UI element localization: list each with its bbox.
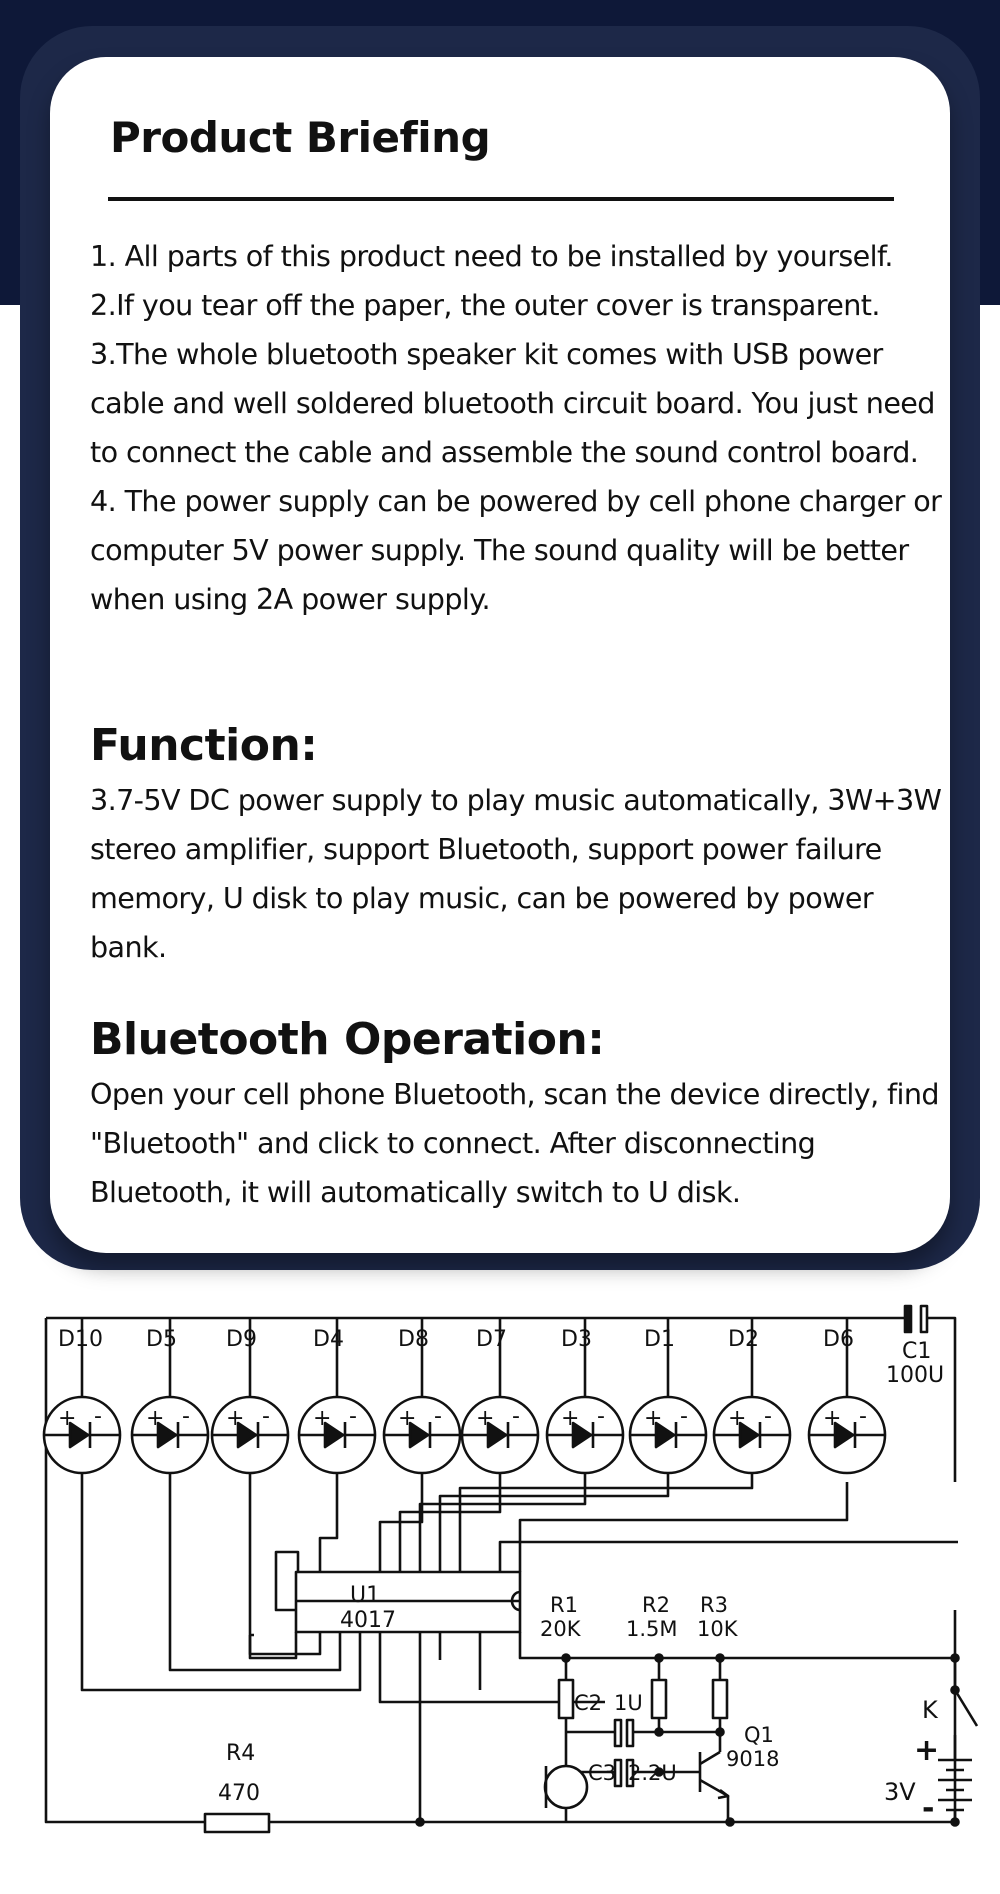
c3-label: C3 — [588, 1761, 617, 1785]
svg-text:+: + — [398, 1406, 417, 1431]
briefing-item: 2.If you tear off the paper, the outer cover is transparent. — [90, 288, 880, 322]
svg-text:+: + — [313, 1406, 332, 1431]
svg-text:-: - — [680, 1404, 688, 1429]
r4-label: R4 — [226, 1741, 256, 1766]
r4-resistor — [205, 1814, 269, 1832]
svg-text:+: + — [644, 1406, 663, 1431]
led-d9 — [212, 1318, 288, 1473]
card-title: Product Briefing — [110, 113, 491, 162]
led-label: D9 — [226, 1327, 257, 1352]
c1-value: 100U — [886, 1363, 945, 1388]
svg-text:-: - — [597, 1404, 605, 1429]
r3-resistor — [713, 1658, 727, 1752]
switch-label: K — [922, 1696, 938, 1724]
u1-label: U1 — [350, 1583, 381, 1608]
svg-text:-: - — [434, 1404, 442, 1429]
led-d5 — [132, 1318, 208, 1473]
led-label: D7 — [476, 1327, 507, 1352]
q1-part: 9018 — [726, 1747, 780, 1771]
c3-value: 2.2U — [628, 1761, 677, 1785]
chip-wire — [380, 1473, 752, 1572]
c2-capacitor — [615, 1720, 633, 1746]
led-d3 — [547, 1318, 623, 1473]
circuit-schematic — [0, 1290, 1000, 1894]
r3-label: R3 — [700, 1593, 728, 1617]
r4-value: 470 — [218, 1781, 260, 1806]
led-d7 — [462, 1318, 538, 1473]
chip-wire — [380, 1632, 955, 1822]
svg-text:+: + — [561, 1406, 580, 1431]
led-label: D1 — [644, 1327, 675, 1352]
led-d4 — [299, 1318, 375, 1473]
svg-text:-: - — [764, 1404, 772, 1429]
svg-text:+: + — [823, 1406, 842, 1431]
briefing-item: 4. The power supply can be powered by cell phone charger or computer 5V power supply. The sound quality will be better when using 2A power supply. — [90, 484, 942, 616]
svg-text:+: + — [728, 1406, 747, 1431]
battery-voltage: 3V — [884, 1778, 916, 1806]
r1-label: R1 — [550, 1593, 578, 1617]
title-divider — [108, 197, 894, 201]
led-d10 — [44, 1318, 120, 1473]
bluetooth-operation-title: Bluetooth Operation: — [90, 1014, 605, 1065]
svg-text:+: + — [476, 1406, 495, 1431]
r2-value: 1.5M — [626, 1617, 678, 1641]
product-briefing-card — [50, 57, 950, 1253]
bluetooth-operation-text: Open your cell phone Bluetooth, scan the device directly, find "Bluetooth" and click to connect. After disconnecting Bluetooth, it will automatically switch to U disk. — [90, 1077, 939, 1209]
r2-resistor — [652, 1658, 666, 1732]
q1-transistor — [700, 1752, 728, 1822]
svg-text:+: + — [58, 1406, 77, 1431]
function-title: Function: — [90, 720, 318, 771]
led-label: D5 — [146, 1327, 177, 1352]
c2-value: 1U — [614, 1691, 643, 1715]
c1-label: C1 — [902, 1339, 932, 1364]
led-group — [44, 1318, 885, 1473]
battery-plus: + — [914, 1733, 940, 1768]
led-d1 — [630, 1318, 706, 1473]
function-text: 3.7-5V DC power supply to play music automatically, 3W+3W stereo amplifier, support Bluetooth, support power failure memory, U disk to play music, can be powered by power bank. — [90, 783, 942, 964]
battery — [938, 1760, 972, 1822]
briefing-list — [90, 232, 950, 624]
briefing-item: 1. All parts of this product need to be installed by yourself. — [90, 239, 893, 273]
svg-text:-: - — [512, 1404, 520, 1429]
led-label: D10 — [58, 1327, 103, 1352]
led-label: D8 — [398, 1327, 429, 1352]
r2-label: R2 — [642, 1593, 670, 1617]
led-label: D6 — [823, 1327, 854, 1352]
svg-text:-: - — [262, 1404, 270, 1429]
led-d2 — [714, 1318, 790, 1473]
led-label: D3 — [561, 1327, 592, 1352]
c2-label: C2 — [574, 1691, 603, 1715]
svg-text:-: - — [349, 1404, 357, 1429]
led-d8 — [384, 1318, 460, 1473]
svg-text:-: - — [94, 1404, 102, 1429]
led-label: D4 — [313, 1327, 344, 1352]
led-d6 — [809, 1318, 885, 1473]
chip-wire — [250, 1552, 298, 1658]
svg-text:-: - — [859, 1404, 867, 1429]
u1-chip — [296, 1572, 520, 1632]
r1-resistor — [559, 1658, 573, 1772]
briefing-item: 3.The whole bluetooth speaker kit comes with USB power cable and well soldered bluetooth circuit board. You just need to connect the cable and assemble the sound control board. — [90, 337, 935, 469]
battery-minus: - — [922, 1791, 935, 1826]
c1-capacitor — [905, 1306, 927, 1332]
q1-label: Q1 — [744, 1723, 774, 1747]
svg-text:+: + — [146, 1406, 165, 1431]
led-label: D2 — [728, 1327, 759, 1352]
svg-text:+: + — [226, 1406, 245, 1431]
microphone — [545, 1766, 587, 1822]
r3-value: 10K — [697, 1617, 738, 1641]
u1-part: 4017 — [340, 1608, 396, 1633]
r1-value: 20K — [540, 1617, 581, 1641]
svg-text:-: - — [182, 1404, 190, 1429]
